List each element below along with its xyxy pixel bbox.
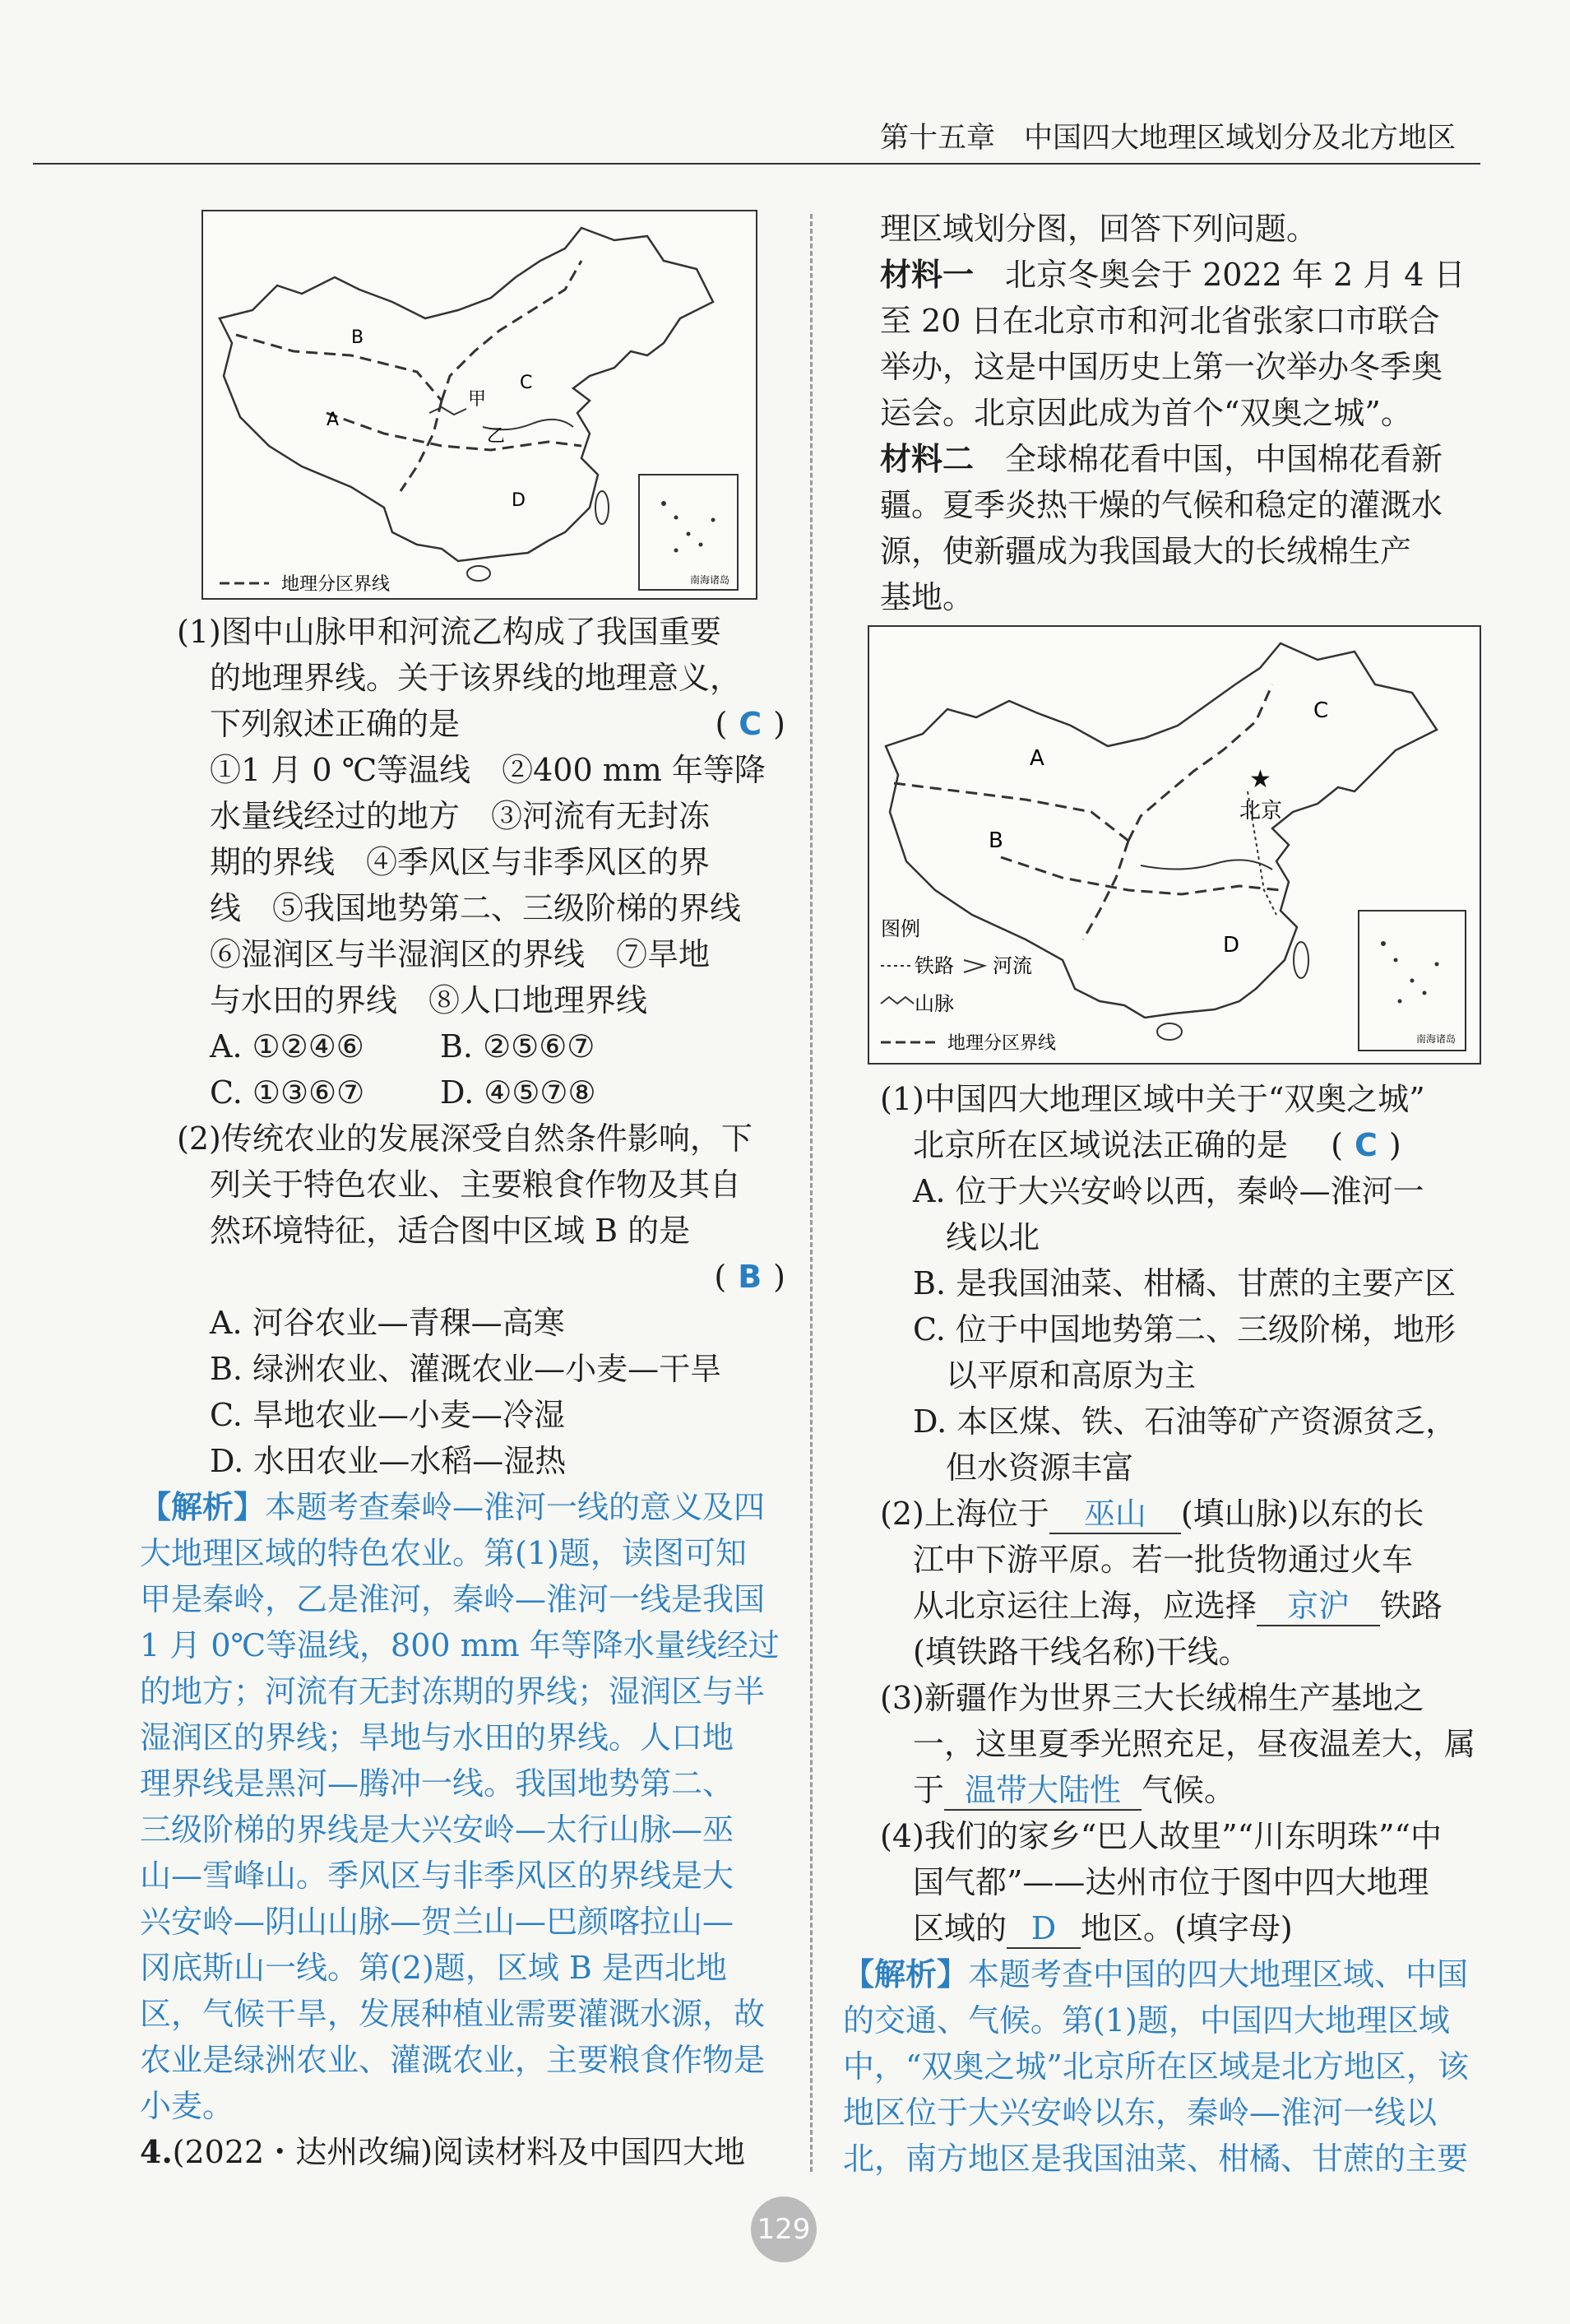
q3-s1-option-c: C. ①③⑥⑦ xyxy=(210,1074,365,1111)
map-1-svg xyxy=(203,211,756,598)
q4-s1-stem-text: 北京所在区域说法正确的是 xyxy=(913,1127,1289,1163)
q4-s4-line-1: (4)我们的家乡“巴人故里”“川东明珠”“中 xyxy=(880,1818,1442,1854)
q4-s2-pre: (2)上海位于 xyxy=(880,1496,1049,1532)
q4-sub1 xyxy=(880,1076,1489,1491)
map-2-hainan xyxy=(1157,1023,1182,1040)
q4-s1-option-c-2: 以平原和高原为主 xyxy=(946,1357,1197,1394)
q3-analysis-line-7: 理界线是黑河—腾冲一线。我国地势第二、 xyxy=(140,1765,734,1802)
q3-s2-answer-bracket: ( B ) xyxy=(714,1259,785,1295)
q4-intro-right: 理区域划分图，回答下列问题。 xyxy=(880,211,1318,247)
map-1-inset-label: 南海诸岛 xyxy=(690,574,730,586)
q3-analysis-line-6: 湿润区的界线；旱地与水田的界线。人口地 xyxy=(140,1719,734,1756)
q3-s1-item-3: 期的界线 ④季风区与非季风区的界 xyxy=(210,844,711,880)
map-1-boundary-south xyxy=(401,401,442,491)
q4-analysis-line-4: 地区位于大兴安岭以东，秦岭—淮河一线以 xyxy=(843,2094,1438,2131)
map-2-label-beijing: 北京 xyxy=(1239,799,1283,823)
chapter-header: 第十五章 中国四大地理区域划分及北方地区 xyxy=(880,122,1457,155)
q4-s1-answer: C xyxy=(1354,1127,1378,1163)
q3-s2-option-c: C. 旱地农业—小麦—冷湿 xyxy=(210,1397,565,1433)
q4-source: (2022・达州改编) xyxy=(172,2134,433,2170)
map-2-legend-rail: 铁路 xyxy=(915,954,954,977)
q4-material2-line-1 xyxy=(880,436,1489,482)
q4-material2-tag: 材料二 xyxy=(880,440,975,477)
q3-s1-answer: C xyxy=(739,706,762,742)
map-2-qinling-huaihe xyxy=(1001,857,1281,894)
q4-sub4 xyxy=(880,1813,1489,1951)
q3-s1-options-cd xyxy=(177,1069,785,1116)
q4-s1-option-c-1: C. 位于中国地势第二、三级阶梯，地形 xyxy=(913,1311,1456,1348)
q4-s1-line-1: (1)中国四大地理区域中关于“双奥之城” xyxy=(880,1081,1425,1117)
q4-s3-post: 气候。 xyxy=(1142,1772,1236,1808)
q4-intro-left xyxy=(140,2129,785,2175)
right-column xyxy=(880,206,1489,620)
q3-s1-line-2: 的地理界线。关于该界线的地理意义， xyxy=(210,660,742,696)
q4-s4-post: 地区。(填字母) xyxy=(1081,1910,1293,1946)
q3-s1-line-1: (1)图中山脉甲和河流乙构成了我国重要 xyxy=(177,614,721,650)
header-rule xyxy=(33,163,1480,165)
q4-s2-line-2: 江中下游平原。若一批货物通过火车 xyxy=(913,1542,1414,1578)
q3-analysis xyxy=(140,1484,785,2129)
q4-analysis-line-3: 中，“双奥之城”北京所在区域是北方地区，该 xyxy=(843,2048,1469,2085)
map-2-legend-mountain-icon xyxy=(881,997,914,1004)
q4-s3-line-3 xyxy=(880,1767,1489,1813)
q3-s1-item-6: 与水田的界线 ⑧人口地理界线 xyxy=(210,982,648,1018)
q4-analysis-line-5: 北，南方地区是我国油菜、柑橘、甘蔗的主要 xyxy=(843,2141,1469,2177)
q3-analysis-line-1 xyxy=(140,1484,785,1530)
q4-sub2 xyxy=(880,1491,1489,1675)
q4-intro-left-text: 阅读材料及中国四大地 xyxy=(433,2134,746,2170)
q4-material1-line-4: 运会。北京因此成为首个“双奥之城”。 xyxy=(880,395,1412,431)
q4-material1-line-2: 至 20 日在北京市和河北省张家口市联合 xyxy=(880,303,1440,339)
q4-analysis-tag: 【解析】 xyxy=(843,1955,969,1992)
q3-s2-option-b: B. 绿洲农业、灌溉农业—小麦—干旱 xyxy=(210,1351,722,1387)
map-2-legend-boundary: 地理分区界线 xyxy=(947,1033,1057,1054)
q3-analysis-line-9: 山—雪峰山。季风区与非季风区的界线是大 xyxy=(140,1858,734,1894)
q4-s2-mid: (填山脉)以东的长 xyxy=(1180,1496,1424,1532)
q3-analysis-line-12: 区，气候干旱，发展种植业需要灌溉水源，故 xyxy=(140,1996,766,2032)
map-2-label-a: A xyxy=(1030,746,1044,771)
q3-analysis-line-8: 三级阶梯的界线是大兴安岭—太行山脉—巫 xyxy=(140,1811,734,1848)
q4-material1-tag: 材料一 xyxy=(880,256,975,293)
q4-sub3 xyxy=(880,1675,1489,1813)
q4-analysis xyxy=(843,1951,1489,2182)
map-1-qinling-huaihe xyxy=(327,413,581,450)
q3-s1-stem xyxy=(177,701,785,747)
map-2-label-c: C xyxy=(1313,698,1329,723)
q4-analysis-line-2: 的交通、气候。第(1)题，中国四大地理区域 xyxy=(843,2002,1450,2039)
q3-analysis-text-1: 本题考查秦岭—淮河一线的意义及四 xyxy=(265,1489,766,1525)
q4-s1-option-d-1: D. 本区煤、铁、石油等矿产资源贫乏， xyxy=(913,1403,1457,1440)
map-1-qinling-mountain xyxy=(429,407,466,415)
map-2-legend-title: 图例 xyxy=(881,917,920,940)
map-2-inset-label: 南海诸岛 xyxy=(1416,1033,1457,1045)
map-2-legend-river: 河流 xyxy=(993,954,1032,977)
q4-s3-line-2: 一，这里夏季光照充足，昼夜温差大，属 xyxy=(913,1726,1476,1762)
q3-s1-options-ab xyxy=(177,1023,785,1069)
q4-s1-stem xyxy=(880,1122,1489,1168)
map-1-label-yi: 乙 xyxy=(487,426,506,447)
q4-s1-option-a-1: A. 位于大兴安岭以西，秦岭—淮河一 xyxy=(913,1173,1424,1209)
map-1-label-b: B xyxy=(351,327,364,348)
q4-material2-line-4: 基地。 xyxy=(880,579,975,615)
q4-material1-text-1: 北京冬奥会于 2022 年 2 月 4 日 xyxy=(974,257,1466,293)
china-region-map-2 xyxy=(868,625,1481,1065)
q3-s1-item-1: ①1 月 0 ℃等温线 ②400 mm 年等降 xyxy=(210,752,766,788)
q4-number: 4. xyxy=(140,2133,173,2170)
q4-material2-line-2: 疆。夏季炎热干燥的气候和稳定的灌溉水 xyxy=(880,487,1443,523)
q3-analysis-line-3: 甲是秦岭，乙是淮河，秦岭—淮河一线是我国 xyxy=(140,1581,766,1617)
q3-analysis-line-14: 小麦。 xyxy=(140,2088,234,2124)
q4-s4-line-3 xyxy=(880,1905,1489,1951)
q3-s2-line-3: 然环境特征，适合图中区域 B 的是 xyxy=(210,1213,691,1249)
map-1-taiwan xyxy=(595,491,609,524)
q4-analysis-line-1 xyxy=(843,1951,1489,1997)
map-2-svg xyxy=(869,627,1480,1063)
q3-s1-option-d: D. ④⑤⑦⑧ xyxy=(440,1074,596,1111)
q3-analysis-line-13: 农业是绿洲农业、灌溉农业，主要粮食作物是 xyxy=(140,2042,766,2078)
q3-s2-option-a: A. 河谷农业—青稞—高寒 xyxy=(210,1305,565,1341)
q4-s2-line-3 xyxy=(880,1583,1489,1629)
map-1-boundary-west xyxy=(236,335,442,401)
map-1-label-d: D xyxy=(512,490,526,511)
q4-s4-blank-region: D xyxy=(1007,1909,1081,1949)
q3-analysis-line-10: 兴安岭—阴山山脉—贺兰山—巴颜喀拉山— xyxy=(140,1904,734,1940)
q3-analysis-line-2: 大地理区域的特色农业。第(1)题，读图可知 xyxy=(140,1535,747,1571)
q4-material1-line-1 xyxy=(880,252,1489,298)
q3-s1-option-b: B. ②⑤⑥⑦ xyxy=(440,1028,595,1065)
column-divider xyxy=(810,214,813,2172)
page-number: 129 xyxy=(751,2196,817,2262)
q4-s1-option-d-2: 但水资源丰富 xyxy=(946,1450,1134,1486)
map-2-boundary-south xyxy=(1083,841,1128,939)
q4-s2-line3-pre: 从北京运往上海，应选择 xyxy=(913,1588,1257,1624)
map-2-star-icon: ★ xyxy=(1249,765,1271,794)
q3-s2-line-1: (2)传统农业的发展深受自然条件影响，下 xyxy=(177,1120,753,1157)
map-2-legend-mountain: 山脉 xyxy=(915,992,954,1015)
map-1-label-a: A xyxy=(327,410,340,430)
map-1-inset-islands xyxy=(661,501,716,553)
q4-s1-option-b: B. 是我国油菜、柑橘、甘蔗的主要产区 xyxy=(913,1265,1457,1301)
map-2-boundary-west xyxy=(894,783,1128,841)
q4-s2-line3-post: 铁路 xyxy=(1380,1588,1443,1624)
q3-s1-answer-bracket: ( C ) xyxy=(715,706,785,742)
q3-s1-option-a: A. ①②④⑥ xyxy=(210,1028,364,1065)
q3-s1-stem-text: 下列叙述正确的是 xyxy=(210,706,461,742)
q4-s1-option-a-2: 线以北 xyxy=(946,1219,1040,1255)
q4-s3-line-1: (3)新疆作为世界三大长绒棉生产基地之 xyxy=(880,1680,1424,1716)
map-2-inset-islands xyxy=(1381,941,1439,1004)
map-2-label-d: D xyxy=(1223,933,1240,958)
q3-analysis-line-11: 冈底斯山一线。第(2)题，区域 B 是西北地 xyxy=(140,1950,727,1986)
q3-analysis-line-5: 的地方；河流有无封冻期的界线；湿润区与半 xyxy=(140,1673,766,1709)
map-1-label-jia: 甲 xyxy=(468,389,487,410)
q3-s1-item-2: 水量线经过的地方 ③河流有无封冻 xyxy=(210,798,711,834)
q3-s2-option-d: D. 水田农业—水稻—湿热 xyxy=(210,1443,567,1479)
q3-s2-answer: B xyxy=(738,1259,762,1295)
q4-s3-pre: 于 xyxy=(913,1772,945,1808)
q4-material1-line-3: 举办，这是中国历史上第一次举办冬季奥 xyxy=(880,349,1443,385)
map-2-label-b: B xyxy=(989,828,1003,853)
q4-analysis-text-1: 本题考查中国的四大地理区域、中国 xyxy=(968,1956,1469,1992)
q3-s1-item-5: ⑥湿润区与半湿润区的界线 ⑦旱地 xyxy=(210,936,711,972)
china-region-map-1 xyxy=(201,210,757,600)
q4-s2-line-1 xyxy=(880,1491,1489,1537)
map-1-label-c: C xyxy=(520,373,533,393)
q3-sub2 xyxy=(177,1116,785,1484)
right-column-questions xyxy=(843,1076,1489,2182)
q4-s3-blank-climate: 温带大陆性 xyxy=(944,1771,1142,1811)
map-2-legend-river-icon xyxy=(964,960,984,972)
q4-material2-text-1: 全球棉花看中国，中国棉花看新 xyxy=(974,441,1443,477)
map-1-legend-text: 地理分区界线 xyxy=(281,574,391,595)
left-column xyxy=(140,609,785,2175)
q3-s2-line-2: 列关于特色农业、主要粮食作物及其自 xyxy=(210,1167,742,1203)
q4-s1-answer-bracket: ( C ) xyxy=(1331,1127,1401,1163)
map-2-river xyxy=(1141,860,1272,870)
q3-s1-item-4: 线 ⑤我国地势第二、三级阶梯的界线 xyxy=(210,890,742,926)
map-1-hainan xyxy=(467,566,490,581)
map-2-taiwan xyxy=(1294,942,1308,978)
q3-analysis-line-4: 1 月 0℃等温线，800 mm 年等降水量线经过 xyxy=(140,1627,780,1663)
q4-s2-line-4: (填铁路干线名称)干线。 xyxy=(913,1634,1250,1670)
q4-material2-line-3: 源，使新疆成为我国最大的长绒棉生产 xyxy=(880,533,1412,569)
q3-analysis-tag: 【解析】 xyxy=(140,1488,266,1525)
q4-s4-pre: 区域的 xyxy=(913,1910,1007,1946)
q4-s4-line-2: 国气都”——达州市位于图中四大地理 xyxy=(913,1864,1429,1900)
q4-s2-blank-railway: 京沪 xyxy=(1257,1587,1380,1626)
q3-sub1 xyxy=(177,609,785,1116)
q4-s2-blank-mountain: 巫山 xyxy=(1049,1495,1181,1534)
